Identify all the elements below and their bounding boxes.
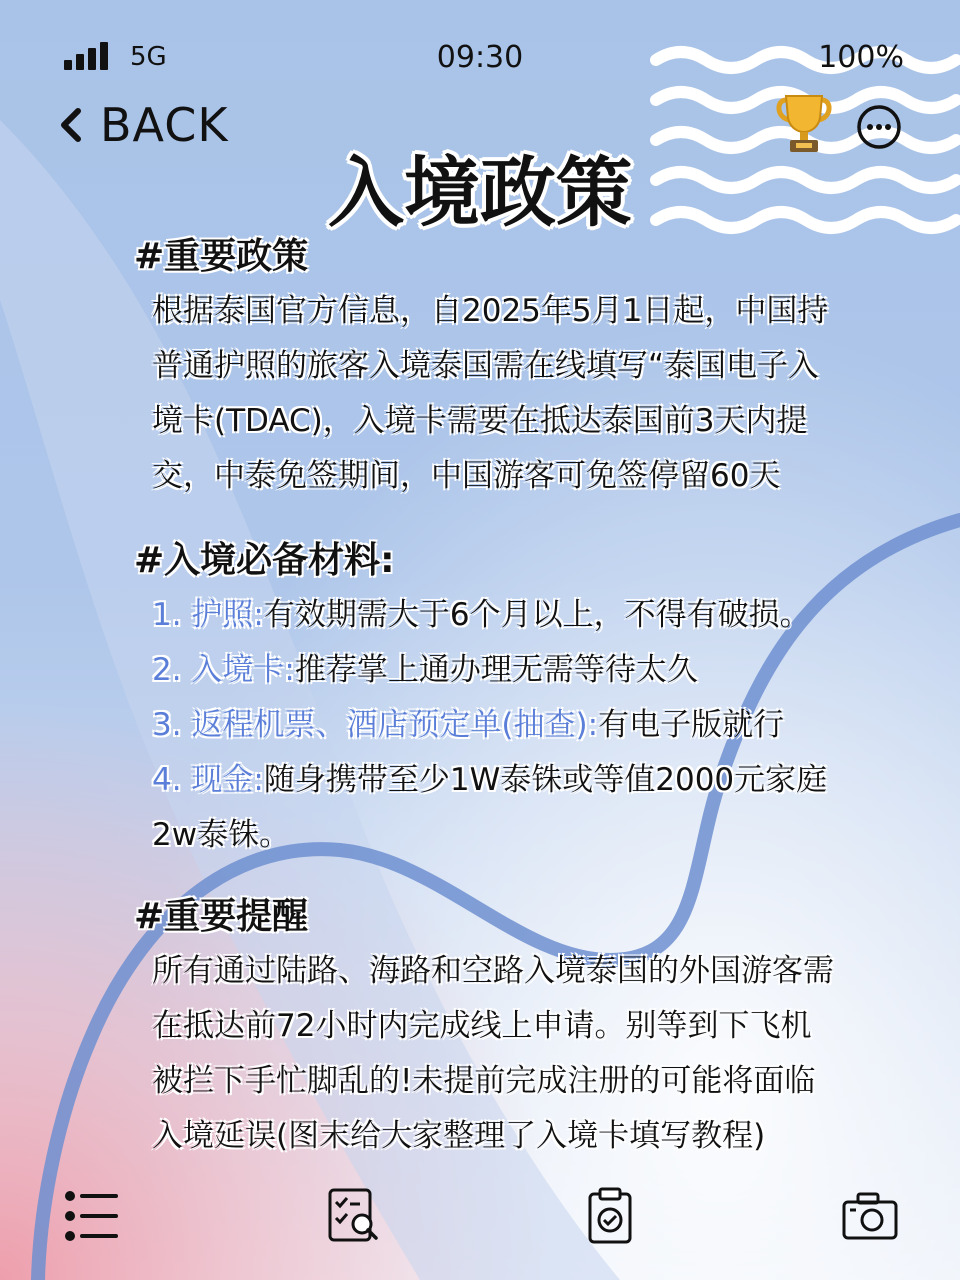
list-item [152, 588, 852, 643]
list-item-text: 随身携带至少1W泰铢或等值2000元家庭2w泰铢。 [152, 762, 828, 853]
back-label: BACK [100, 98, 229, 152]
status-time: 09:30 [436, 40, 524, 75]
policy-text: 根据泰国官方信息，自2025年5月1日起，中国持普通护照的旅客入境泰国需在线填写“泰国电子入境卡(TDAC)，入境卡需要在抵达泰国前3天内提交，中泰免签期间，中国游客可免签停留60天 [152, 293, 829, 494]
network-type: 5G [130, 42, 167, 72]
list-item-text: 推荐掌上通办理无需等待太久 [294, 652, 698, 688]
list-item [152, 643, 852, 698]
clipboard-check-icon[interactable] [580, 1186, 640, 1246]
list-item-key: 4. 现金: [152, 762, 264, 798]
materials-list [152, 588, 852, 863]
checklist-search-icon[interactable] [324, 1186, 384, 1246]
bottom-nav [0, 1180, 960, 1250]
camera-icon[interactable] [840, 1186, 900, 1246]
status-bar [0, 30, 960, 86]
list-item [152, 698, 852, 753]
reminder-heading: #重要提醒 [134, 896, 309, 937]
list-item-text: 有电子版就行 [598, 707, 785, 743]
list-item-key: 1. 护照: [152, 597, 264, 633]
materials-heading: #入境必备材料: [134, 540, 395, 581]
page-title: 入境政策 [328, 148, 632, 237]
list-item-key: 3. 返程机票、酒店预定单(抽查): [152, 707, 599, 743]
list-item-text: 有效期需大于6个月以上，不得有破损。 [263, 597, 811, 633]
list-item-key: 2. 入境卡: [152, 652, 295, 688]
reminder-text: 所有通过陆路、海路和空路入境泰国的外国游客需在抵达前72小时内完成线上申请。别等到下飞机被拦下手忙脚乱的!未提前完成注册的可能将面临入境延误(图末给大家整理了入境卡填写教程) [152, 953, 834, 1154]
battery-level: 100% [818, 40, 904, 75]
policy-heading: #重要政策 [134, 236, 309, 277]
list-icon[interactable] [62, 1186, 122, 1246]
list-item [152, 753, 852, 863]
